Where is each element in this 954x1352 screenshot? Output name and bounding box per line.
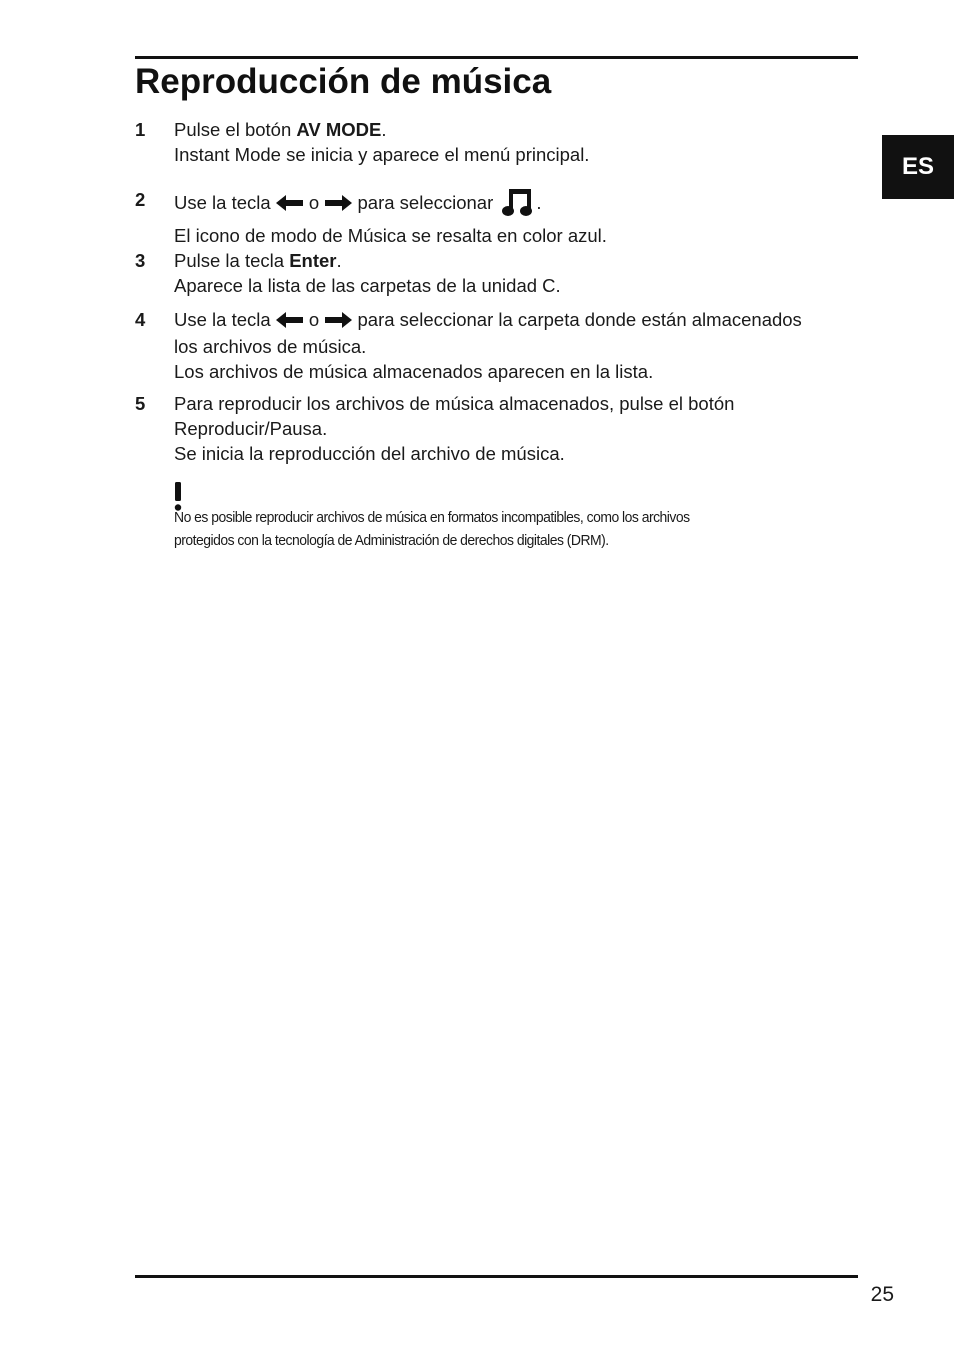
step-text: Use la tecla — [174, 192, 276, 213]
right-arrow-key-icon — [324, 309, 352, 334]
step-line: Aparece la lista de las carpetas de la unidad C. — [174, 275, 561, 296]
step-number: 3 — [135, 250, 146, 271]
bottom-rule — [135, 1275, 858, 1278]
left-arrow-key-icon — [276, 192, 304, 217]
step-body — [174, 248, 855, 298]
warning-note — [174, 482, 864, 552]
page-number: 25 — [870, 1283, 894, 1306]
page-title: Reproducción de música — [135, 62, 552, 101]
step-line: Para reproducir los archivos de música almacenados, pulse el botón — [174, 393, 735, 414]
step-body — [174, 117, 855, 167]
step-text: Pulse la tecla — [174, 250, 290, 271]
step-text: . — [381, 119, 387, 140]
note-text — [174, 506, 853, 552]
step-body — [174, 307, 855, 384]
step-line: Se inicia la reproducción del archivo de música. — [174, 443, 565, 464]
note-line: No es posible reproducir archivos de música en formatos incompatibles, como los archivos — [174, 509, 690, 526]
step-text: Use la tecla — [174, 309, 276, 330]
step-number: 5 — [135, 393, 146, 414]
step-text: . — [536, 192, 542, 213]
step-line: Instant Mode se inicia y aparece el menú principal. — [174, 144, 590, 165]
step-number: 4 — [135, 309, 146, 330]
step-line: El icono de modo de Música se resalta en color azul. — [174, 225, 607, 246]
step-2 — [135, 187, 855, 248]
step-1 — [135, 117, 855, 167]
note-line: protegidos con la tecnología de Administración de derechos digitales (DRM). — [174, 532, 609, 549]
step-line — [174, 187, 855, 223]
key-name: Enter — [289, 250, 337, 271]
key-name: AV MODE — [296, 119, 382, 140]
step-body — [174, 187, 855, 248]
step-line — [174, 248, 855, 273]
step-body — [174, 391, 855, 466]
step-number: 2 — [135, 189, 146, 210]
step-text: . — [336, 250, 342, 271]
step-line — [174, 307, 855, 334]
step-text: Pulse el botón — [174, 119, 297, 140]
step-line: los archivos de música. — [174, 336, 367, 357]
language-tab: ES — [882, 135, 954, 199]
top-rule — [135, 56, 858, 59]
step-text: o — [303, 309, 325, 330]
step-line: Reproducir/Pausa. — [174, 418, 328, 439]
step-line: Los archivos de música almacenados aparecen en la lista. — [174, 361, 654, 382]
step-text: o — [303, 192, 325, 213]
step-3 — [135, 248, 855, 298]
music-note-icon — [502, 187, 536, 223]
step-number: 1 — [135, 119, 146, 140]
right-arrow-key-icon — [324, 192, 352, 217]
step-line — [174, 117, 855, 142]
step-text: para seleccionar — [352, 192, 499, 213]
left-arrow-key-icon — [276, 309, 304, 334]
step-text: para seleccionar la carpeta donde están almacenados — [352, 309, 802, 330]
step-4 — [135, 307, 855, 384]
step-5 — [135, 391, 855, 466]
